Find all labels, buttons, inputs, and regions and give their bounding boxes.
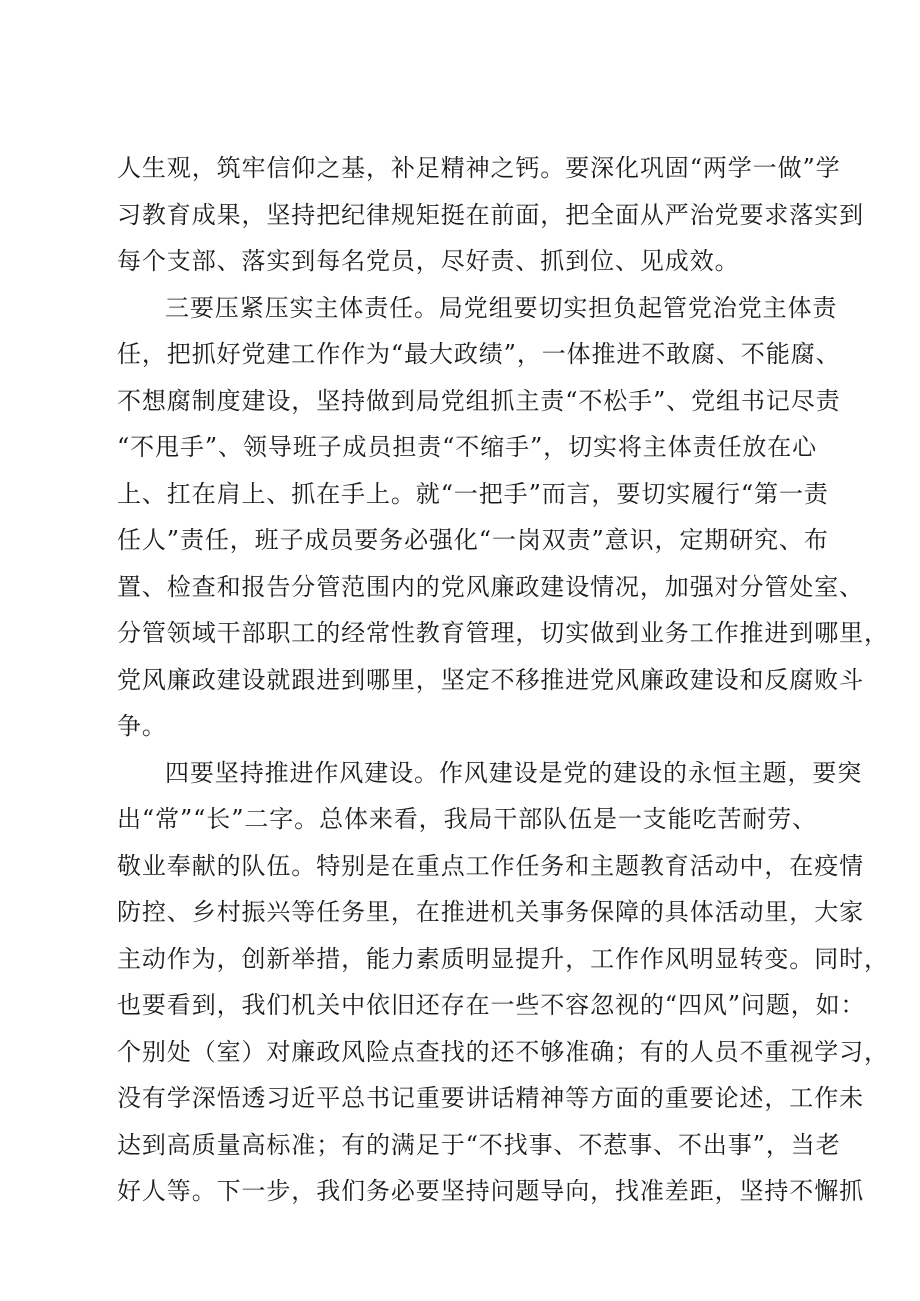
text-line: 好人等。下一步，我们务必要坚持问题导向，找准差距，坚持不懈抓 [117,1177,864,1205]
text-line: 没有学深悟透习近平总书记重要讲话精神等方面的重要论述，工作未 [117,1084,864,1112]
text-line: 争。 [117,712,167,740]
text-line: 也要看到，我们机关中依旧还存在一些不容忽视的“四风”问题，如： [117,991,866,1019]
text-line: 任人”责任，班子成员要务必强化“一岗双责”意识，定期研究、布 [117,526,829,554]
text-line: 置、检查和报告分管范围内的党风廉政建设情况，加强对分管处室、 [117,573,864,601]
text-line: “不甩手”、领导班子成员担责“不缩手”，切实将主体责任放在心 [117,433,818,461]
text-line: 习教育成果，坚持把纪律规矩挺在前面，把全面从严治党要求落实到 [117,201,864,229]
text-line: 每个支部、落实到每名党员，尽好责、抓到位、见成效。 [117,247,740,275]
text-line: 防控、乡村振兴等任务里，在推进机关事务保障的具体活动里，大家 [117,898,864,926]
text-line: 上、扛在肩上、抓在手上。就“一把手”而言，要切实履行“第一责 [117,480,829,508]
text-line: 不想腐制度建设，坚持做到局党组抓主责“不松手”、党组书记尽责 [117,387,841,415]
text-line: 达到高质量高标准；有的满足于“不找事、不惹事、不出事”，当老 [117,1131,841,1159]
text-line: 个别处（室）对廉政风险点查找的还不够准确；有的人员不重视学习， [117,1038,889,1066]
text-line: 人生观，筑牢信仰之基，补足精神之钙。要深化巩固“两学一做”学 [117,154,841,182]
text-line: 党风廉政建设就跟进到哪里，坚定不移推进党风廉政建设和反腐败斗 [117,666,864,694]
text-line: 任，把抓好党建工作作为“最大政绩”，一体推进不敢腐、不能腐、 [117,340,841,368]
text-line: 敬业奉献的队伍。特别是在重点工作任务和主题教育活动中，在疫情 [117,852,864,880]
paragraph-start-line: 三要压紧压实主体责任。局党组要切实担负起管党治党主体责 [165,294,838,322]
text-line: 出“常”“长”二字。总体来看，我局干部队伍是一支能吃苦耐劳、 [117,805,818,833]
text-line: 主动作为，创新举措，能力素质明显提升，工作作风明显转变。同时， [117,945,889,973]
paragraph-start-line: 四要坚持推进作风建设。作风建设是党的建设的永恒主题，要突 [165,759,863,787]
text-line: 分管领域干部职工的经常性教育管理，切实做到业务工作推进到哪里， [117,619,889,647]
